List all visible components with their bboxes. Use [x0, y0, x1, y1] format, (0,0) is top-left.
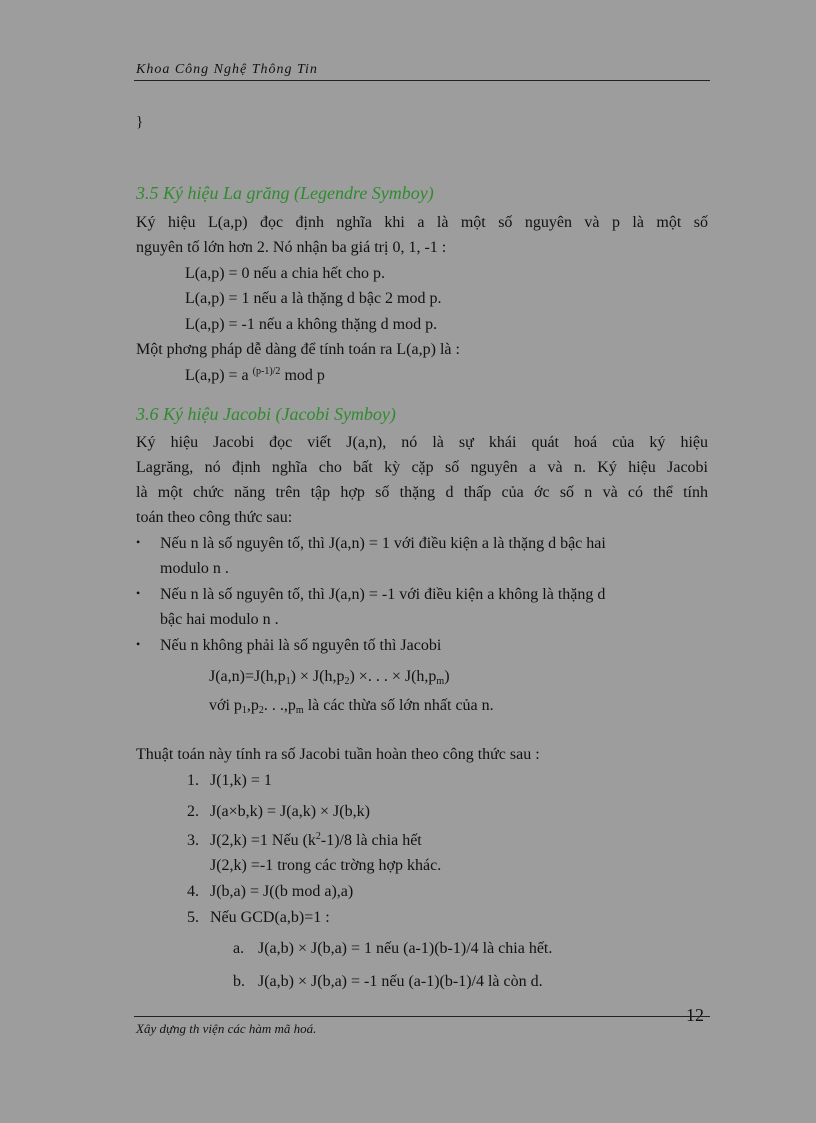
- section-3-6-para-line-2: Lagrăng, nó định nghĩa cho bất kỳ cặp số nguyên a và n. Ký hiệu Jacobi: [136, 459, 708, 476]
- footer-rule: [134, 1016, 710, 1017]
- step-3-otherwise: J(2,k) =-1 trong các trờng hợp khác.: [210, 857, 442, 874]
- step-5a-number: a.: [233, 940, 245, 957]
- step-1-number: 1.: [187, 772, 199, 789]
- step-2-number: 2.: [187, 803, 199, 820]
- section-3-5-heading: 3.5 Ký hiệu La grăng (Legendre Symboy): [136, 183, 434, 203]
- step-5b-text: J(a,b) × J(b,a) = -1 nếu (a-1)(b-1)/4 là còn d.: [258, 973, 543, 990]
- step-2-text: J(a×b,k) = J(a,k) × J(b,k): [210, 803, 370, 820]
- running-header: Khoa Công Nghệ Thông Tin: [136, 62, 318, 77]
- bullet-dot-1: •: [136, 535, 141, 549]
- section-3-5-para-line-1: Ký hiệu L(a,p) đọc định nghĩa khi a là một số nguyên và p là một số: [136, 214, 708, 231]
- bullet-dot-3: •: [136, 637, 141, 651]
- bullet-1-line-2: modulo n .: [160, 560, 229, 577]
- section-3-6-para-line-3: là một chức năng trên tập hợp số thặng d thấp của ớc số n và có thể tính: [136, 484, 708, 501]
- running-footer: Xây dựng th viện các hàm mã hoá.: [136, 1021, 317, 1036]
- bullet-1-line-1: Nếu n là số nguyên tố, thì J(a,n) = 1 với điều kiện a là thặng d bậc hai: [160, 535, 606, 552]
- legendre-case-one: L(a,p) = 1 nếu a là thặng d bậc 2 mod p.: [185, 290, 442, 307]
- bullet-dot-2: •: [136, 586, 141, 600]
- bullet-2-line-1: Nếu n là số nguyên tố, thì J(a,n) = -1 với điều kiện a không là thặng d: [160, 586, 606, 603]
- step-5b-number: b.: [233, 973, 245, 990]
- legendre-method-line: Một phơng pháp dễ dàng để tính toán ra L(a,p) là :: [136, 341, 460, 358]
- step-5-text: Nếu GCD(a,b)=1 :: [210, 909, 330, 926]
- algorithm-intro: Thuật toán này tính ra số Jacobi tuần hoàn theo công thức sau :: [136, 746, 540, 763]
- page-number: 12: [686, 1005, 704, 1025]
- step-4-text: J(b,a) = J((b mod a),a): [210, 883, 354, 900]
- legendre-formula: L(a,p) = a $^{(p-1)/2}$ mod p: [185, 366, 325, 384]
- step-3-number: 3.: [187, 832, 199, 849]
- step-5-number: 5.: [187, 909, 199, 926]
- jacobi-factors-line: với $p_1,p_2$. . $.,p_m$ là các thừa số lớn nhất của n.: [209, 697, 494, 716]
- legendre-case-minus-one: L(a,p) = -1 nếu a không thặng d mod p.: [185, 316, 438, 333]
- bullet-3-line-1: Nếu n không phải là số nguyên tố thì Jacobi: [160, 637, 442, 654]
- section-3-6-heading: 3.6 Ký hiệu Jacobi (Jacobi Symboy): [136, 404, 396, 424]
- jacobi-product-formula: $J(a,n)=J(h,p_1) \times J(h,p_2)$ ×. . . × $J(h,p_m)$: [209, 668, 450, 687]
- step-1-text: J(1,k) = 1: [210, 772, 272, 789]
- section-3-6-para-line-1: Ký hiệu Jacobi đọc viết J(a,n), nó là sự khái quát hoá của ký hiệu: [136, 434, 708, 451]
- legendre-case-zero: L(a,p) = 0 nếu a chia hết cho p.: [185, 265, 386, 282]
- step-4-number: 4.: [187, 883, 199, 900]
- step-5a-text: J(a,b) × J(b,a) = 1 nếu (a-1)(b-1)/4 là chia hết.: [258, 940, 553, 957]
- section-3-6-para-line-4: toán theo công thức sau:: [136, 509, 293, 526]
- step-3-text: J(2,k) =1 Nếu $(k^2-1)/8$ là chia hết: [210, 831, 422, 849]
- bullet-2-line-2: bậc hai modulo n .: [160, 611, 279, 628]
- closing-brace: }: [136, 114, 144, 130]
- header-rule: [134, 80, 710, 81]
- section-3-5-para-line-2: nguyên tố lớn hơn 2. Nó nhận ba giá trị 0, 1, -1 :: [136, 239, 447, 256]
